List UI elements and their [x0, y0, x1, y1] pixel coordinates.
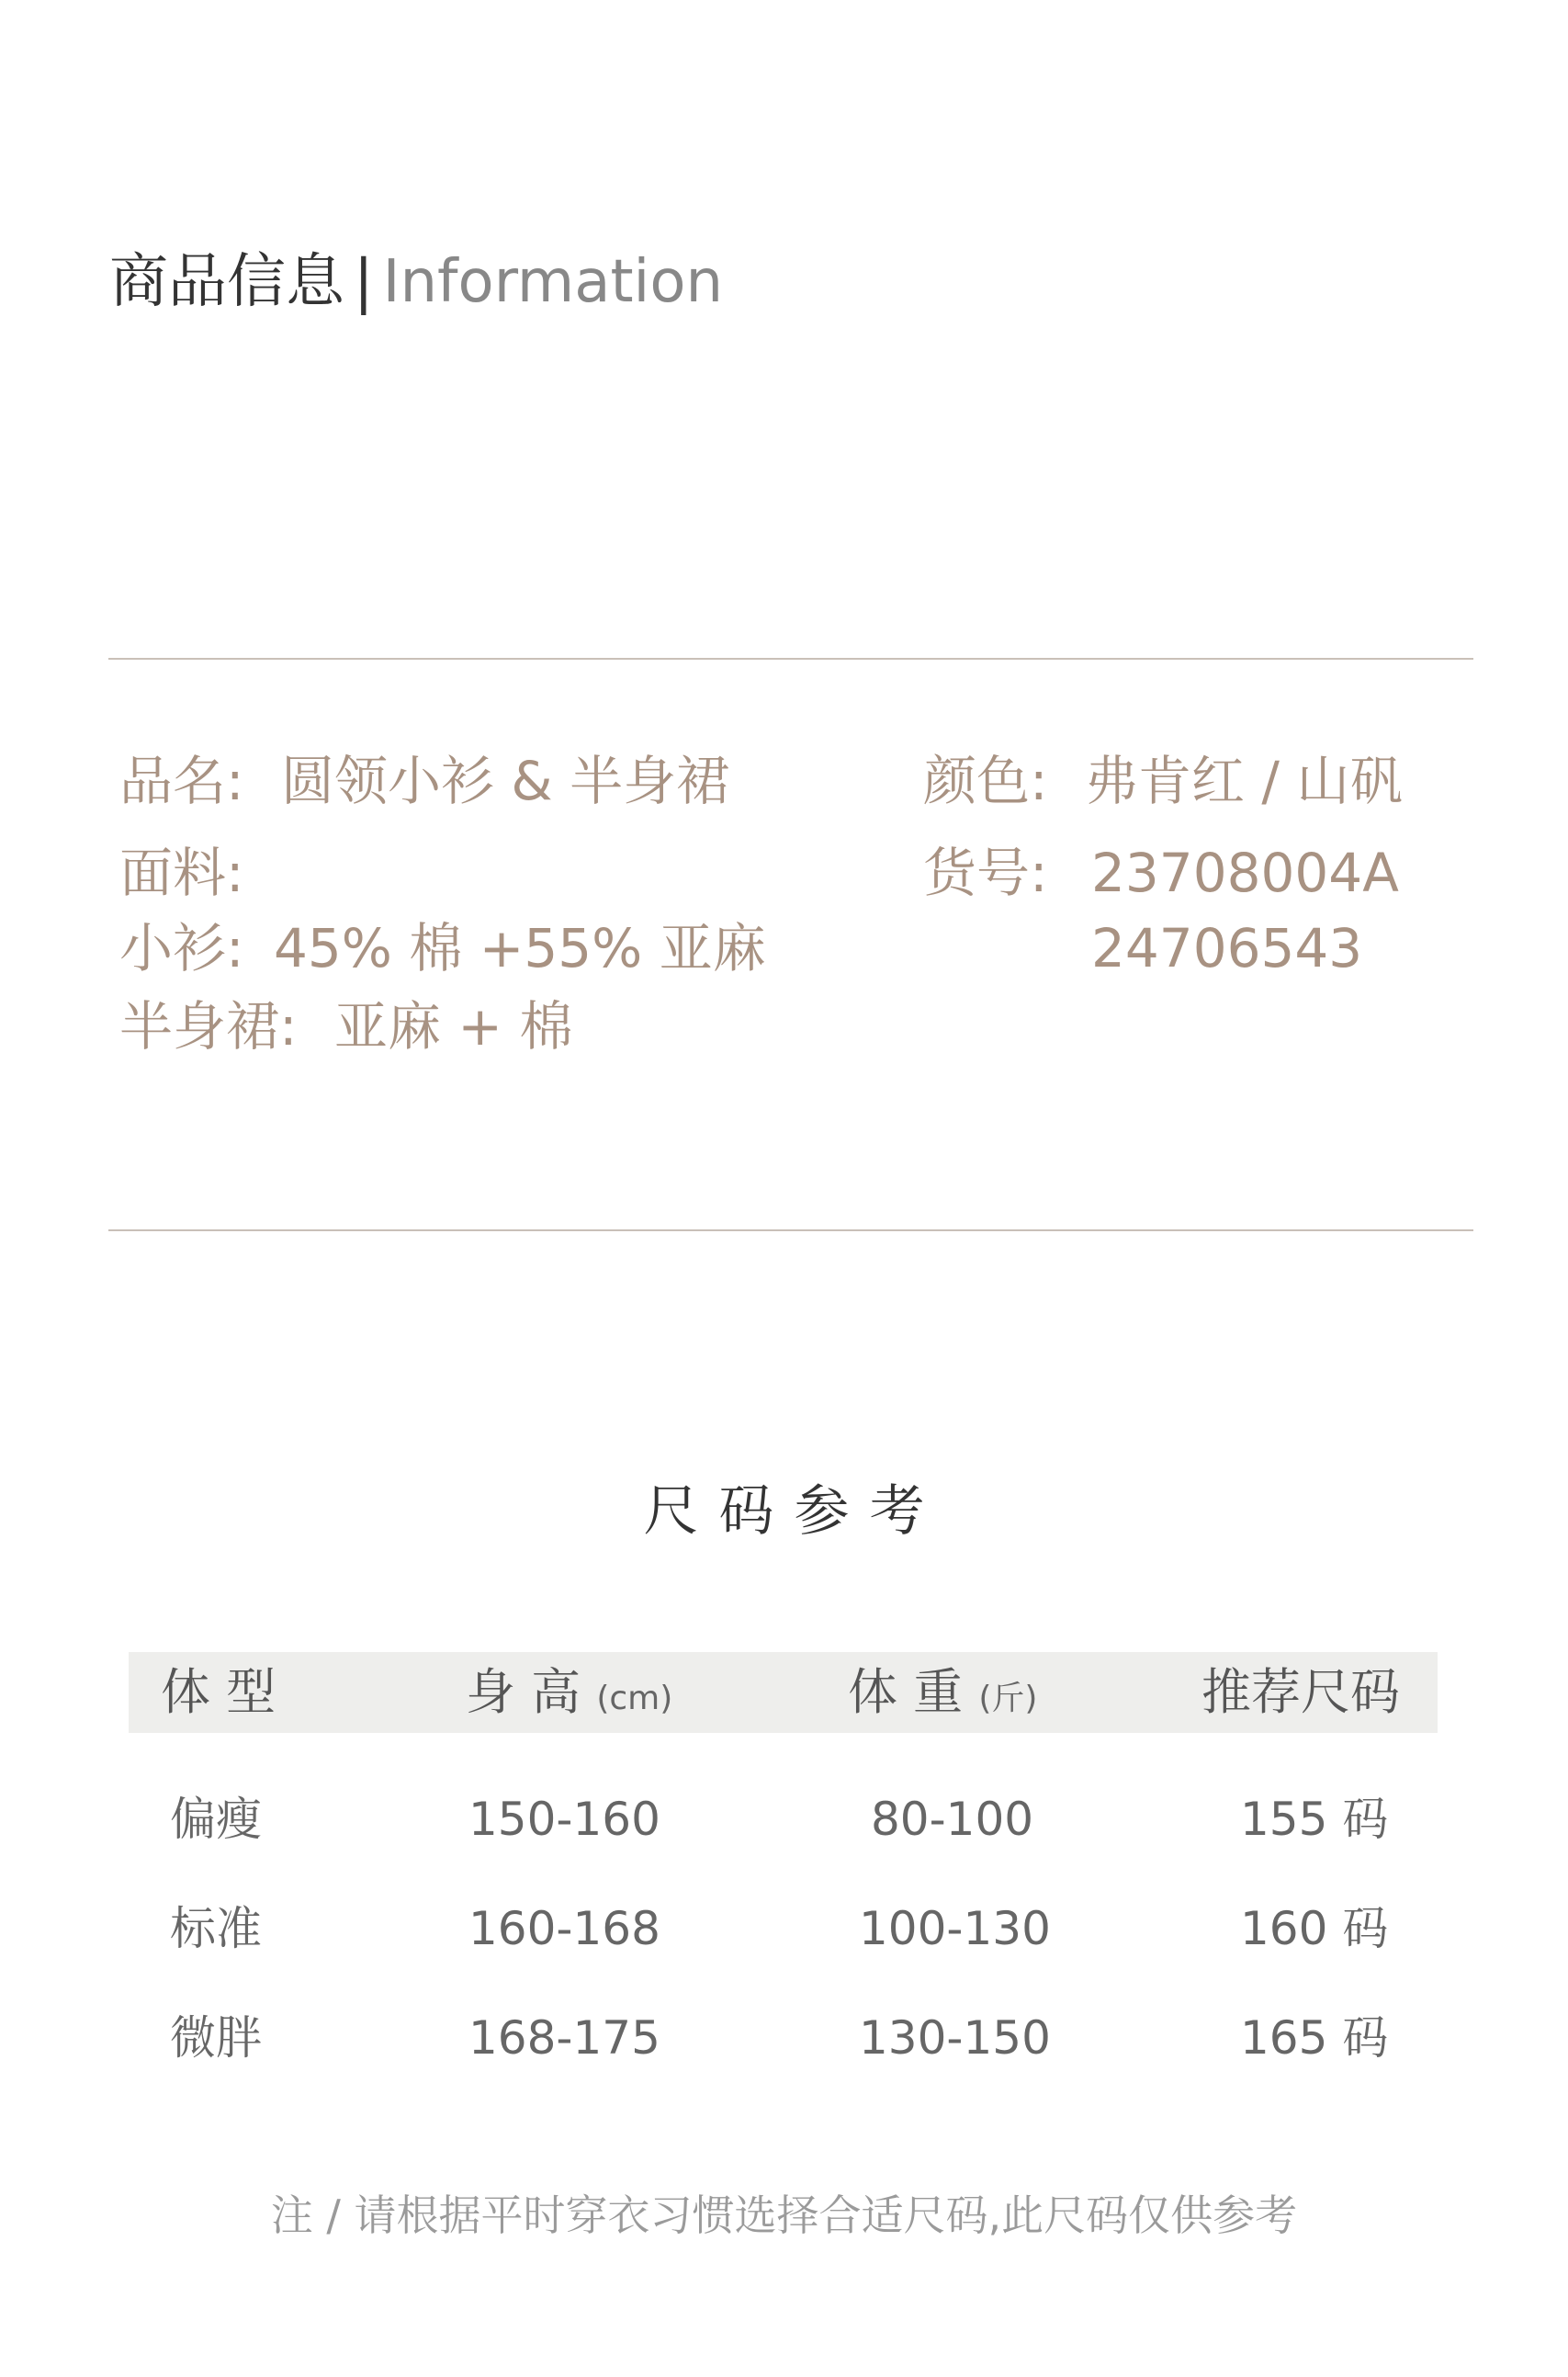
- color-row: [923, 742, 1403, 820]
- title-separator: |: [354, 248, 374, 316]
- table-cell-weight: 130-150: [859, 2011, 1051, 2065]
- header-height: 身 高 (cm): [466, 1663, 673, 1721]
- product-name-value: 圆领小衫 & 半身裙: [280, 750, 730, 812]
- size-note: 注 / 请根据平时穿衣习惯选择合适尺码,此尺码仅供参考: [270, 2190, 1298, 2240]
- product-name-row: [119, 742, 729, 820]
- title-en: Information: [382, 248, 724, 316]
- table-cell-body-type: 标准: [170, 1902, 262, 1955]
- top-fabric-row: [119, 910, 766, 987]
- table-cell-height: 150-160: [468, 1793, 660, 1846]
- table-cell-size: 165 码: [1240, 2011, 1389, 2065]
- header-height-unit: (cm): [596, 1680, 673, 1717]
- table-cell-height: 160-168: [468, 1902, 660, 1955]
- top-fabric-label: 小衫:: [119, 917, 244, 979]
- table-cell-weight: 80-100: [871, 1793, 1034, 1846]
- title-cn: 商品信息: [109, 248, 344, 316]
- header-weight: 体 重 (斤): [848, 1663, 1038, 1721]
- color-value: 弗肯红 / 山矾: [1084, 750, 1404, 812]
- product-name-label: 品名:: [119, 750, 244, 812]
- sku-value-2: 24706543: [1091, 917, 1363, 979]
- top-fabric-value: 45% 棉 +55% 亚麻: [273, 917, 766, 979]
- table-cell-size: 155 码: [1240, 1793, 1389, 1846]
- table-cell-height: 168-175: [468, 2011, 660, 2065]
- page-title: [109, 241, 723, 323]
- sku-label: 货号:: [923, 842, 1048, 904]
- size-chart-title: 尺码参考: [643, 1479, 945, 1544]
- table-cell-weight: 100-130: [859, 1902, 1051, 1955]
- skirt-fabric-value: 亚麻 + 棉: [333, 995, 573, 1058]
- table-cell-size: 160 码: [1240, 1902, 1389, 1955]
- table-cell-body-type: 偏瘦: [170, 1793, 262, 1846]
- size-table-header: [129, 1652, 1438, 1733]
- header-recommended-size: 推荐尺码: [1201, 1663, 1400, 1721]
- skirt-fabric-label: 半身裙:: [119, 995, 298, 1058]
- fabric-label: 面料:: [119, 842, 244, 904]
- header-weight-unit: (斤): [978, 1680, 1038, 1717]
- skirt-fabric-row: [119, 988, 572, 1065]
- divider-bottom: [108, 1229, 1473, 1231]
- table-cell-body-type: 微胖: [170, 2011, 262, 2065]
- header-body-type: 体 型: [161, 1663, 276, 1721]
- sku-value-1: 23708004A: [1091, 842, 1399, 904]
- divider-top: [108, 658, 1473, 660]
- color-label: 颜色:: [923, 750, 1048, 812]
